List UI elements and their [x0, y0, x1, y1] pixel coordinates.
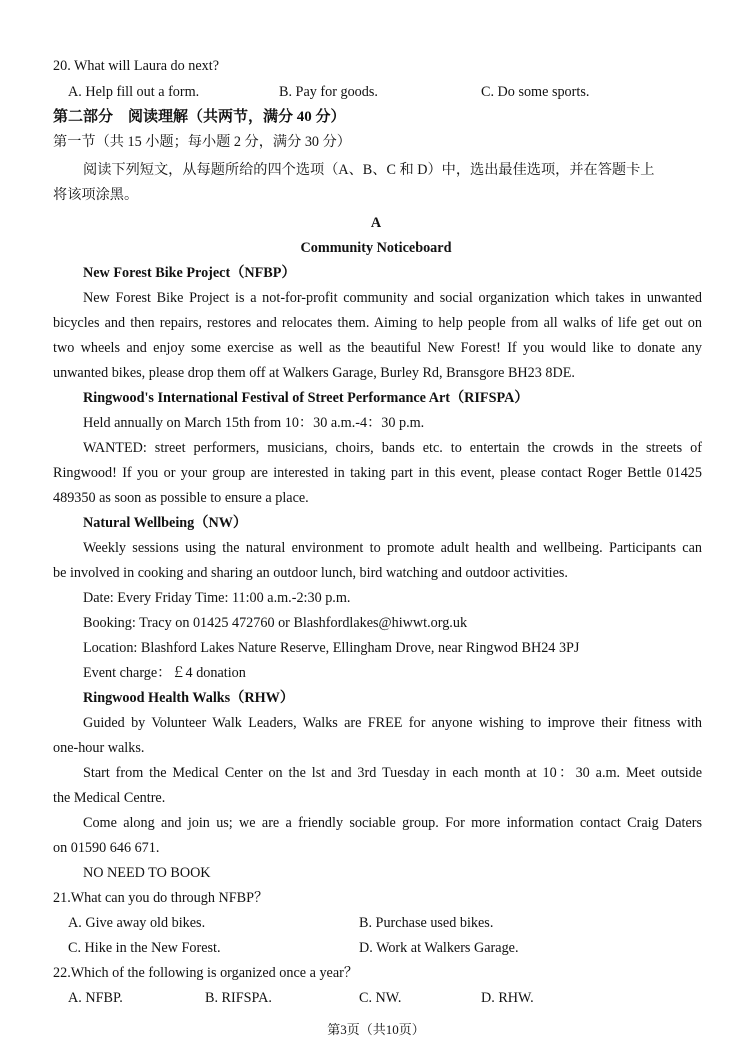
rhw-p2-line-2: the Medical Centre. [53, 790, 166, 806]
q22-option-d: D. RHW. [481, 990, 534, 1006]
section-title: 第二部分 阅读理解（共两节，满分 40 分） [53, 109, 346, 125]
nfbp-line-4: unwanted bikes, please drop them off at Walkers Garage, Burley Rd, Bransgore BH23 8DE. [53, 365, 575, 381]
q22-option-a: A. NFBP. [68, 990, 123, 1006]
nfbp-line-2: bicycles and then repairs, restores and relocates them. Aiming to help people from all walks of life get out on [53, 315, 702, 331]
nw-charge: Event charge：￡4 donation [83, 665, 246, 681]
q22-option-c: C. NW. [359, 990, 402, 1006]
q22-question: 22.Which of the following is organized once a year？ [53, 965, 359, 981]
nfbp-line-3: two wheels and enjoy some exercise as well as the beautiful New Forest! If you would like to donate any [53, 340, 702, 356]
rhw-p1-line-1: Guided by Volunteer Walk Leaders, Walks are FREE for anyone wishing to improve their fitness with [83, 715, 702, 731]
q20-options [53, 80, 702, 105]
q21-option-a: A. Give away old bikes. [68, 915, 206, 931]
rhw-p3-line-1: Come along and join us; we are a friendly sociable group. For more information contact Craig Daters [83, 815, 702, 831]
q21-options-row-2 [53, 936, 702, 961]
passage-title: Community Noticeboard [300, 240, 452, 256]
rhw-p3-line-2: on 01590 646 671. [53, 840, 160, 856]
q22-options [53, 986, 702, 1011]
q21-options-row-1 [53, 911, 702, 936]
section-subtitle: 第一节（共 15 小题；每小题 2 分，满分 30 分） [53, 134, 351, 150]
q21-question: 21.What can you do through NFBP？ [53, 890, 269, 906]
nw-line-1: Weekly sessions using the natural environment to promote adult health and wellbeing. Participants can [83, 540, 702, 556]
rhw-p2-line-1: Start from the Medical Center on the lst and 3rd Tuesday in each month at 10：30 a.m. Meet outside [83, 765, 702, 781]
rhw-p4: NO NEED TO BOOK [83, 865, 211, 881]
q20-option-b: B. Pay for goods. [279, 84, 378, 100]
q20-question: 20. What will Laura do next? [53, 58, 219, 74]
nw-date: Date: Every Friday Time: 11:00 a.m.-2:30 p.m. [83, 590, 351, 606]
q20-option-a: A. Help fill out a form. [68, 84, 200, 100]
nfbp-heading: New Forest Bike Project（NFBP） [83, 265, 296, 281]
page-footer: 第3页（共10页） [327, 1022, 425, 1037]
instructions-line-2: 将该项涂黑。 [53, 187, 139, 203]
passage-letter: A [370, 215, 382, 231]
nw-heading: Natural Wellbeing（NW） [83, 515, 248, 531]
rifspa-held: Held annually on March 15th from 10：30 a.m.-4：30 p.m. [83, 415, 425, 431]
q22-option-b: B. RIFSPA. [205, 990, 272, 1006]
rifspa-heading: Ringwood's International Festival of Street Performance Art（RIFSPA） [83, 390, 529, 406]
rhw-p1-line-2: one-hour walks. [53, 740, 145, 756]
rifspa-line-1: WANTED: street performers, musicians, choirs, bands etc. to entertain the crowds in the streets of [83, 440, 702, 456]
nw-line-2: be involved in cooking and sharing an outdoor lunch, bird watching and outdoor activities. [53, 565, 568, 581]
nw-location: Location: Blashford Lakes Nature Reserve, Ellingham Drove, near Ringwod BH24 3PJ [83, 640, 580, 656]
rifspa-line-2: Ringwood! If you or your group are interested in taking part in this event, please contact Roger Bettle 01425 [53, 465, 702, 481]
q20-option-c: C. Do some sports. [481, 84, 590, 100]
instructions-line-1: 阅读下列短文，从每题所给的四个选项（A、B、C 和 D）中，选出最佳选项，并在答题卡上 [83, 162, 655, 178]
q21-option-c: C. Hike in the New Forest. [68, 940, 221, 956]
rifspa-line-3: 489350 as soon as possible to ensure a place. [53, 490, 309, 506]
nw-booking: Booking: Tracy on 01425 472760 or Blashfordlakes@hiwwt.org.uk [83, 615, 468, 631]
q21-option-b: B. Purchase used bikes. [359, 915, 494, 931]
nfbp-line-1: New Forest Bike Project is a not-for-profit community and social organization which takes in unwanted [83, 290, 702, 306]
q21-option-d: D. Work at Walkers Garage. [359, 940, 519, 956]
rhw-heading: Ringwood Health Walks（RHW） [83, 690, 295, 706]
